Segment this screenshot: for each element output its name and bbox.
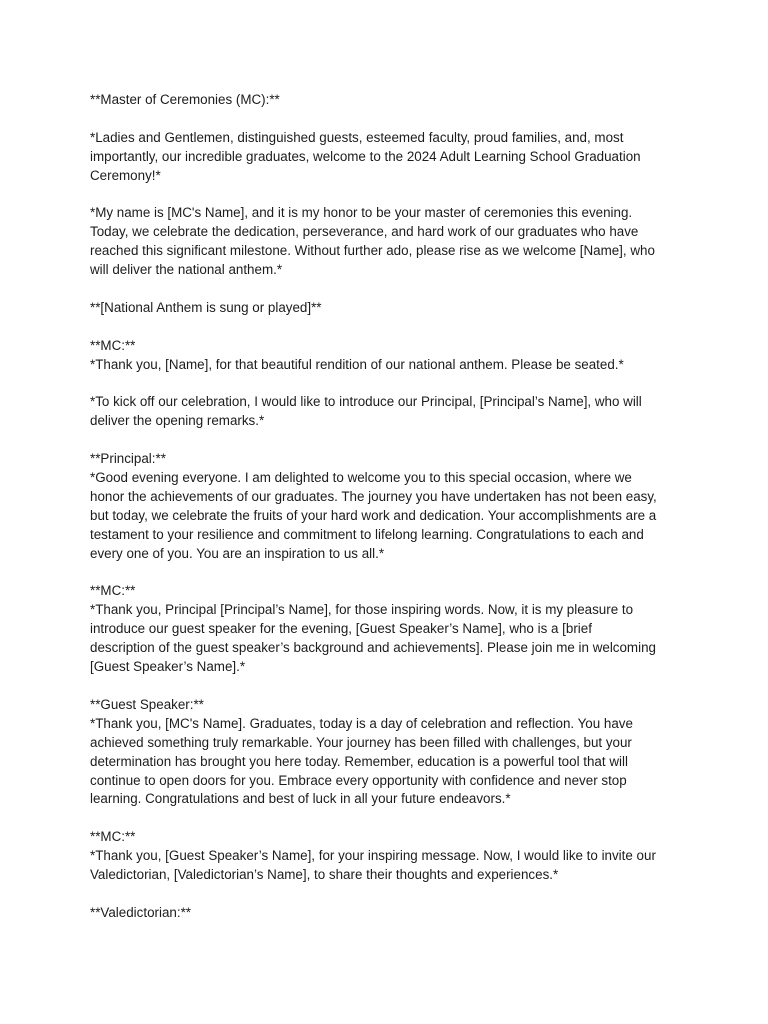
text-line: *To kick off our celebration, I would like to introduce our Principal, [Principal’s Name], who will xyxy=(90,394,642,410)
text-line: **Valedictorian:** xyxy=(90,904,191,920)
text-line: but today, we celebrate the fruits of your hard work and dedication. Your accomplishments are a xyxy=(90,507,657,523)
text-line: **[National Anthem is sung or played]** xyxy=(90,299,322,315)
text-line: importantly, our incredible graduates, welcome to the 2024 Adult Learning School Graduation xyxy=(90,148,641,164)
text-line: *Thank you, [Guest Speaker’s Name], for your inspiring message. Now, I would like to invite our xyxy=(90,848,656,864)
text-line: description of the guest speaker’s background and achievements]. Please join me in welcoming xyxy=(90,640,656,656)
text-line: *Ladies and Gentlemen, distinguished guests, esteemed faculty, proud families, and, most xyxy=(90,129,624,145)
text-line: **Master of Ceremonies (MC):** xyxy=(90,92,280,107)
text-line: *Good evening everyone. I am delighted to welcome you to this special occasion, where we xyxy=(90,470,632,486)
document-paragraph xyxy=(90,393,690,431)
text-line: *Thank you, [MC's Name]. Graduates, today is a day of celebration and reflection. You have xyxy=(90,715,633,731)
text-line: learning. Congratulations and best of luck in all your future endeavors.* xyxy=(90,791,511,807)
document-paragraph xyxy=(90,91,690,110)
document-paragraph xyxy=(90,129,690,186)
document-paragraph xyxy=(90,696,690,809)
text-line: testament to your resilience and commitment to lifelong learning. Congratulations to each and xyxy=(90,526,644,542)
text-line: continue to open doors for you. Embrace every opportunity with confidence and never stop xyxy=(90,772,627,788)
text-line: honor the achievements of our graduates. The journey you have undertaken has not been easy, xyxy=(90,488,657,504)
text-line: reached this significant milestone. Without further ado, please rise as we welcome [Name], who xyxy=(90,243,655,259)
text-line: **Guest Speaker:** xyxy=(90,696,204,712)
text-line: every one of you. You are an inspiration to us all.* xyxy=(90,545,385,561)
text-line: **MC:** xyxy=(90,337,136,353)
text-line: **MC:** xyxy=(90,829,136,845)
text-line: Today, we celebrate the dedication, perseverance, and hard work of our graduates who have xyxy=(90,224,639,240)
text-line: achieved something truly remarkable. Your journey has been filled with challenges, but your xyxy=(90,734,632,750)
text-line: *Thank you, Principal [Principal’s Name], for those inspiring words. Now, it is my pleasure to xyxy=(90,602,634,618)
text-line: [Guest Speaker’s Name].* xyxy=(90,659,246,675)
text-line: Valedictorian, [Valedictorian’s Name], to share their thoughts and experiences.* xyxy=(90,867,559,883)
text-line: deliver the opening remarks.* xyxy=(90,413,265,429)
document-paragraph xyxy=(90,582,690,677)
document-paragraph xyxy=(90,904,690,923)
text-line: **Principal:** xyxy=(90,451,166,467)
text-line: Ceremony!* xyxy=(90,167,161,183)
document-paragraph xyxy=(90,450,690,563)
document-paragraph xyxy=(90,828,690,885)
text-line: introduce our guest speaker for the evening, [Guest Speaker’s Name], who is a [brief xyxy=(90,621,592,637)
text-line: **MC:** xyxy=(90,583,136,599)
text-line: *My name is [MC's Name], and it is my honor to be your master of ceremonies this evening. xyxy=(90,205,633,221)
document-paragraph xyxy=(90,204,690,280)
document-paragraph xyxy=(90,299,690,318)
text-line: will deliver the national anthem.* xyxy=(90,262,283,278)
text-line: determination has brought you here today. Remember, education is a powerful tool that will xyxy=(90,753,628,769)
document-paragraph xyxy=(90,337,690,375)
document-body xyxy=(90,91,690,942)
text-line: *Thank you, [Name], for that beautiful rendition of our national anthem. Please be seated.* xyxy=(90,356,624,372)
